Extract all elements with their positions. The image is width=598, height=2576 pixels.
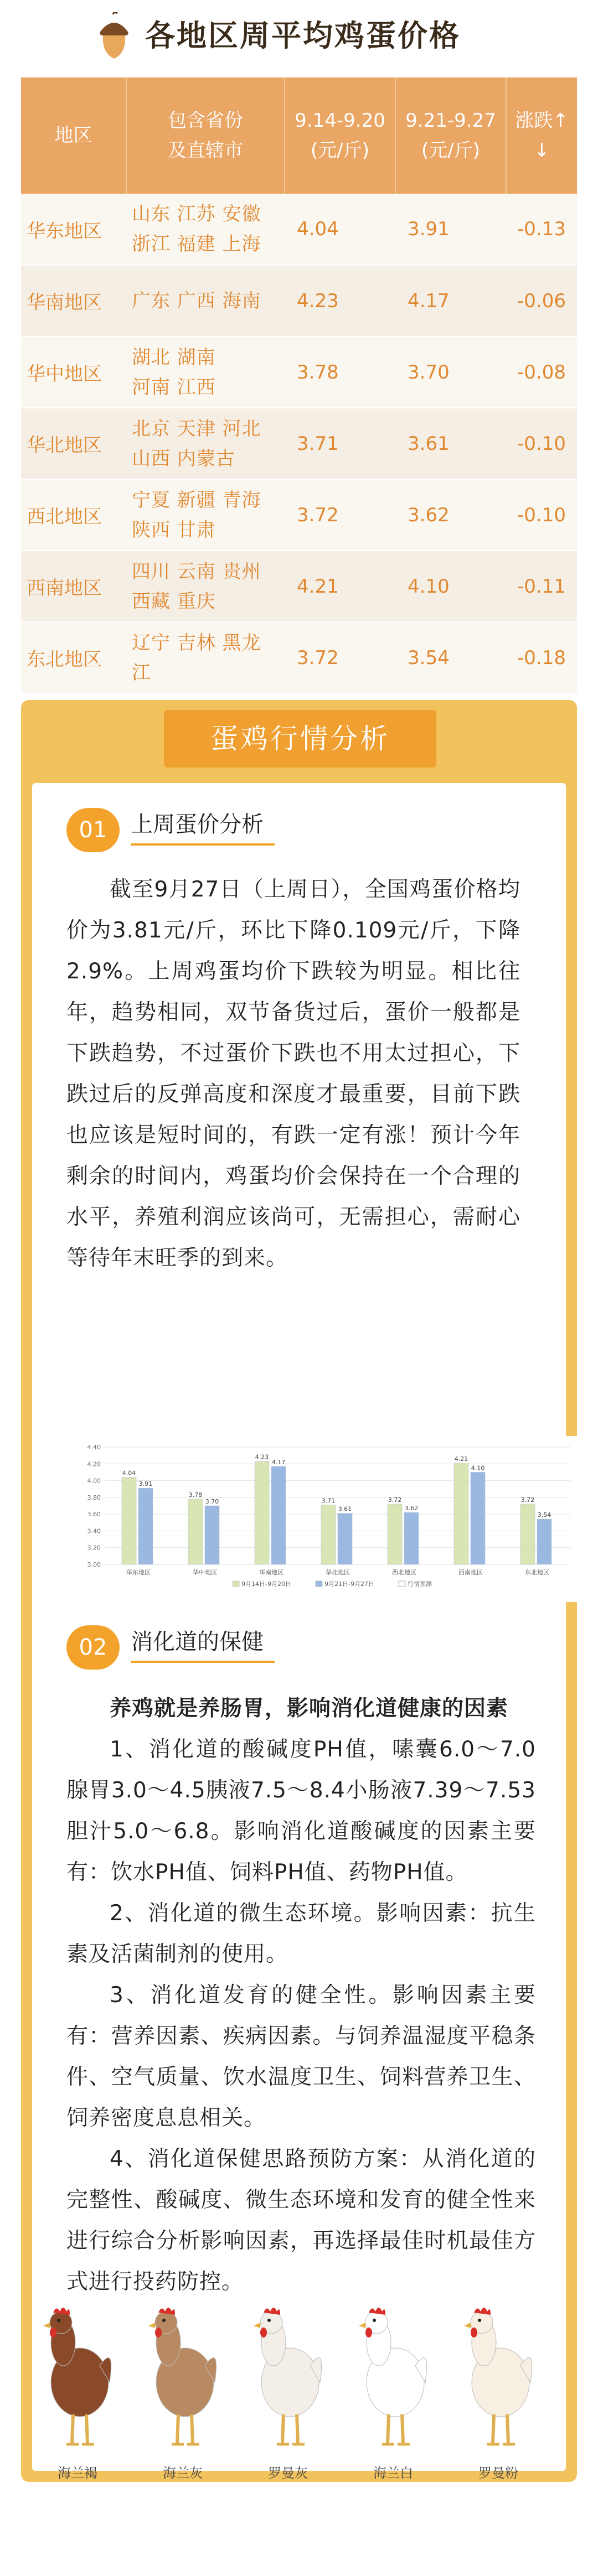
cell-price-week1: 3.71 [285, 408, 395, 479]
y-tick-label: 3.20 [87, 1544, 101, 1552]
table-row [21, 336, 577, 408]
cell-price-week2: 3.54 [395, 622, 506, 693]
cell-region: 华中地区 [21, 336, 126, 408]
x-tick-label: 西南地区 [458, 1569, 483, 1576]
chart-bar [471, 1472, 485, 1564]
paragraph: 3、消化道发育的健全性。影响因素主要有：营养因素、疾病因素。与饲养温湿度平稳条件、空气质量、饮水温度卫生、饲料营养卫生、饲养密度息息相关。 [66, 1983, 536, 2131]
section-title: 上周蛋价分析 [131, 812, 264, 837]
cell-region: 东北地区 [21, 622, 126, 693]
chart-bar [138, 1488, 153, 1564]
chart-bar [188, 1499, 203, 1564]
price-table [21, 77, 577, 694]
cell-provinces [126, 336, 285, 408]
chicken-icon [39, 2277, 116, 2454]
bar-value-label: 3.78 [188, 1491, 203, 1499]
egg-price-bar-chart [66, 1436, 580, 1602]
cell-provinces-line2: 浙江 福建 上海 [132, 233, 261, 255]
cell-region: 华东地区 [21, 194, 126, 265]
cell-price-week1: 4.21 [285, 551, 395, 622]
chart-bar [520, 1504, 535, 1564]
cell-change: -0.08 [506, 336, 577, 408]
chicken-breeds-illustration [33, 2277, 576, 2487]
table-header-row [21, 77, 577, 194]
chicken-breed-label: 海兰白 [373, 2465, 413, 2481]
cell-provinces [126, 265, 285, 336]
chart-bar [404, 1512, 419, 1564]
cell-price-week2: 3.62 [395, 479, 506, 551]
cell-provinces-line1: 辽宁 吉林 黑龙 [132, 631, 261, 654]
paragraph: 2、消化道的微生态环境。影响因素：抗生素及活菌制剂的使用。 [66, 1901, 536, 1967]
cell-region: 华北地区 [21, 408, 126, 479]
cell-provinces-line1: 湖北 湖南 [132, 346, 216, 369]
table-row [21, 194, 577, 265]
chicken-breed-label: 海兰褐 [58, 2465, 97, 2481]
cell-price-week2: 4.17 [395, 265, 506, 336]
chicken-breed-label: 罗曼灰 [268, 2465, 308, 2481]
header-change-line1: 涨跌↑ [515, 110, 569, 132]
cell-provinces-line1: 宁夏 新疆 青海 [132, 489, 261, 511]
section-title: 消化道的保健 [131, 1629, 264, 1655]
header-period1-unit: (元/斤) [311, 139, 369, 162]
chart-bar [537, 1519, 551, 1564]
bar-value-label: 3.71 [321, 1497, 336, 1505]
cell-provinces-line1: 四川 云南 贵州 [132, 560, 261, 583]
chicken-icon [460, 2277, 537, 2454]
legend-swatch [399, 1581, 405, 1587]
cell-change: -0.11 [506, 551, 577, 622]
bar-value-label: 4.10 [471, 1464, 485, 1472]
section-underline [131, 843, 275, 846]
chicken-breed-label: 海兰灰 [163, 2465, 203, 2481]
x-tick-label: 华北地区 [326, 1569, 350, 1576]
header-region: 地区 [21, 77, 126, 194]
chicken-figure [354, 2277, 432, 2487]
legend-label: 9月21日-9月27日 [324, 1580, 374, 1588]
cell-provinces-line1: 山东 江苏 安徽 [132, 203, 261, 225]
section-ribbon-title: 蛋鸡行情分析 [164, 710, 436, 768]
cell-provinces-line2: 江 [132, 661, 151, 684]
table-row [21, 551, 577, 622]
cell-region: 华南地区 [21, 265, 126, 336]
chicken-icon [144, 2277, 221, 2454]
cell-provinces-line1: 广东 广西 海南 [132, 289, 261, 312]
bar-value-label: 3.62 [404, 1505, 419, 1512]
bar-value-label: 3.70 [205, 1498, 219, 1505]
table-row [21, 265, 577, 336]
legend-swatch [233, 1581, 239, 1587]
cell-provinces-line2: 河南 江西 [132, 376, 216, 398]
x-tick-label: 华东地区 [126, 1569, 151, 1576]
header-change [506, 77, 577, 194]
cell-change: -0.10 [506, 408, 577, 479]
section-header-2 [66, 1625, 454, 1670]
legend-label: 行情预测 [408, 1580, 432, 1588]
cell-provinces-line2: 西藏 重庆 [132, 590, 216, 613]
section-number-badge: 01 [66, 808, 120, 852]
cell-price-week1: 4.23 [285, 265, 395, 336]
x-tick-label: 华中地区 [193, 1569, 217, 1576]
y-tick-label: 4.20 [87, 1460, 101, 1468]
cell-change: -0.10 [506, 479, 577, 551]
chicken-breed-label: 罗曼粉 [478, 2465, 518, 2481]
cell-provinces [126, 194, 285, 265]
table-row [21, 479, 577, 551]
y-tick-label: 3.60 [87, 1511, 101, 1518]
header-period1-dates: 9.14-9.20 [295, 110, 385, 132]
header-provinces-line1: 包含省份 [168, 110, 243, 132]
table-row [21, 408, 577, 479]
bar-value-label: 4.17 [271, 1458, 286, 1466]
header-period1 [285, 77, 395, 194]
chart-svg [66, 1436, 580, 1602]
x-tick-label: 华南地区 [259, 1569, 283, 1576]
cell-price-week1: 3.72 [285, 622, 395, 693]
header-period2-dates: 9.21-9.27 [405, 110, 496, 132]
chart-bar [255, 1461, 269, 1564]
bar-value-label: 4.04 [122, 1469, 136, 1477]
section-2-body [66, 1688, 536, 2303]
header-provinces-line2: 及直辖市 [168, 139, 243, 162]
chicken-icon [354, 2277, 432, 2454]
header-provinces [126, 77, 285, 194]
bar-value-label: 3.72 [388, 1496, 402, 1504]
chicken-figure [249, 2277, 327, 2487]
cell-provinces-line2: 山西 内蒙古 [132, 447, 235, 470]
legend-label: 9月14日-9月20日 [241, 1580, 291, 1588]
title-bar [0, 0, 598, 72]
section-1-body [66, 869, 520, 1279]
cell-change: -0.13 [506, 194, 577, 265]
bar-value-label: 3.91 [138, 1480, 153, 1488]
cell-price-week2: 3.61 [395, 408, 506, 479]
y-tick-label: 3.80 [87, 1494, 101, 1501]
cell-region: 西北地区 [21, 479, 126, 551]
x-tick-label: 西北地区 [392, 1569, 416, 1576]
lead-line: 养鸡就是养肠胃，影响消化道健康的因素 [110, 1696, 509, 1721]
cell-price-week1: 3.78 [285, 336, 395, 408]
chicken-icon [249, 2277, 327, 2454]
cell-change: -0.06 [506, 265, 577, 336]
chart-bar [205, 1506, 219, 1564]
chart-bar [338, 1514, 352, 1564]
section-underline [131, 1661, 275, 1663]
cell-price-week2: 4.10 [395, 551, 506, 622]
cell-price-week1: 3.72 [285, 479, 395, 551]
cell-provinces [126, 479, 285, 551]
cell-provinces [126, 408, 285, 479]
bar-value-label: 3.61 [338, 1505, 352, 1513]
x-tick-label: 东北地区 [525, 1569, 549, 1576]
y-tick-label: 3.00 [87, 1561, 101, 1568]
chicken-figure [460, 2277, 537, 2487]
y-tick-label: 4.40 [87, 1444, 101, 1451]
cell-provinces-line1: 北京 天津 河北 [132, 417, 261, 440]
chart-bar [321, 1505, 336, 1564]
cell-region: 西南地区 [21, 551, 126, 622]
chart-bar [388, 1504, 402, 1564]
bar-value-label: 3.72 [520, 1496, 535, 1504]
section-number-badge: 02 [66, 1625, 120, 1670]
paragraph: 截至9月27日（上周日），全国鸡蛋价格均价为3.81元/斤，环比下降0.109元/斤，下降2.9%。上周鸡蛋均价下跌较为明显。相比往年，趋势相同，双节备货过后，蛋价一般都是下跌趋势，不过蛋价下跌也不用太过担心，下跌过后的反弹高度和深度才最重要，目前下跌也应该是短时间的，有跌一定有涨！预计今年剩余的时间内，鸡蛋均价会保持在一个合理的水平，养殖利润应该尚可，无需担心，需耐心等待年末旺季的到来。 [66, 877, 520, 1271]
y-tick-label: 4.00 [87, 1477, 101, 1485]
cell-provinces [126, 622, 285, 693]
chart-bar [454, 1463, 468, 1564]
bar-value-label: 3.54 [537, 1511, 551, 1519]
cell-provinces-line2: 陕西 甘肃 [132, 519, 216, 541]
cell-provinces [126, 551, 285, 622]
legend-swatch [316, 1581, 322, 1587]
bar-value-label: 4.23 [255, 1453, 269, 1461]
paragraph: 4、消化道保健思路预防方案：从消化道的完整性、酸碱度、微生态环境和发育的健全性来进行综合分析影响因素，再选择最佳时机最佳方式进行投药防控。 [66, 2147, 536, 2294]
cell-price-week2: 3.70 [395, 336, 506, 408]
cell-price-week2: 3.91 [395, 194, 506, 265]
cell-price-week1: 4.04 [285, 194, 395, 265]
analysis-card [32, 783, 566, 2471]
cell-change: -0.18 [506, 622, 577, 693]
analysis-section [21, 700, 577, 2482]
chicken-figure [144, 2277, 221, 2487]
chart-bar [271, 1466, 286, 1564]
bar-value-label: 4.21 [454, 1455, 468, 1463]
y-tick-label: 3.40 [87, 1527, 101, 1535]
header-change-line2: ↓ [534, 139, 550, 162]
section-header-1 [66, 808, 454, 852]
table-row [21, 622, 577, 693]
paragraph: 1、消化道的酸碱度PH值，嗉囊6.0～7.0腺胃3.0～4.5胰液7.5～8.4小肠液7.39～7.53胆汁5.0～6.8。影响消化道酸碱度的因素主要有：饮水PH值、饲料PH值、药物PH值。 [66, 1737, 536, 1885]
chicken-figure [39, 2277, 116, 2487]
header-period2 [395, 77, 506, 194]
acorn-icon [95, 12, 133, 60]
page-title: 各地区周平均鸡蛋价格 [145, 18, 461, 53]
header-period2-unit: (元/斤) [421, 139, 480, 162]
chart-bar [122, 1478, 136, 1564]
